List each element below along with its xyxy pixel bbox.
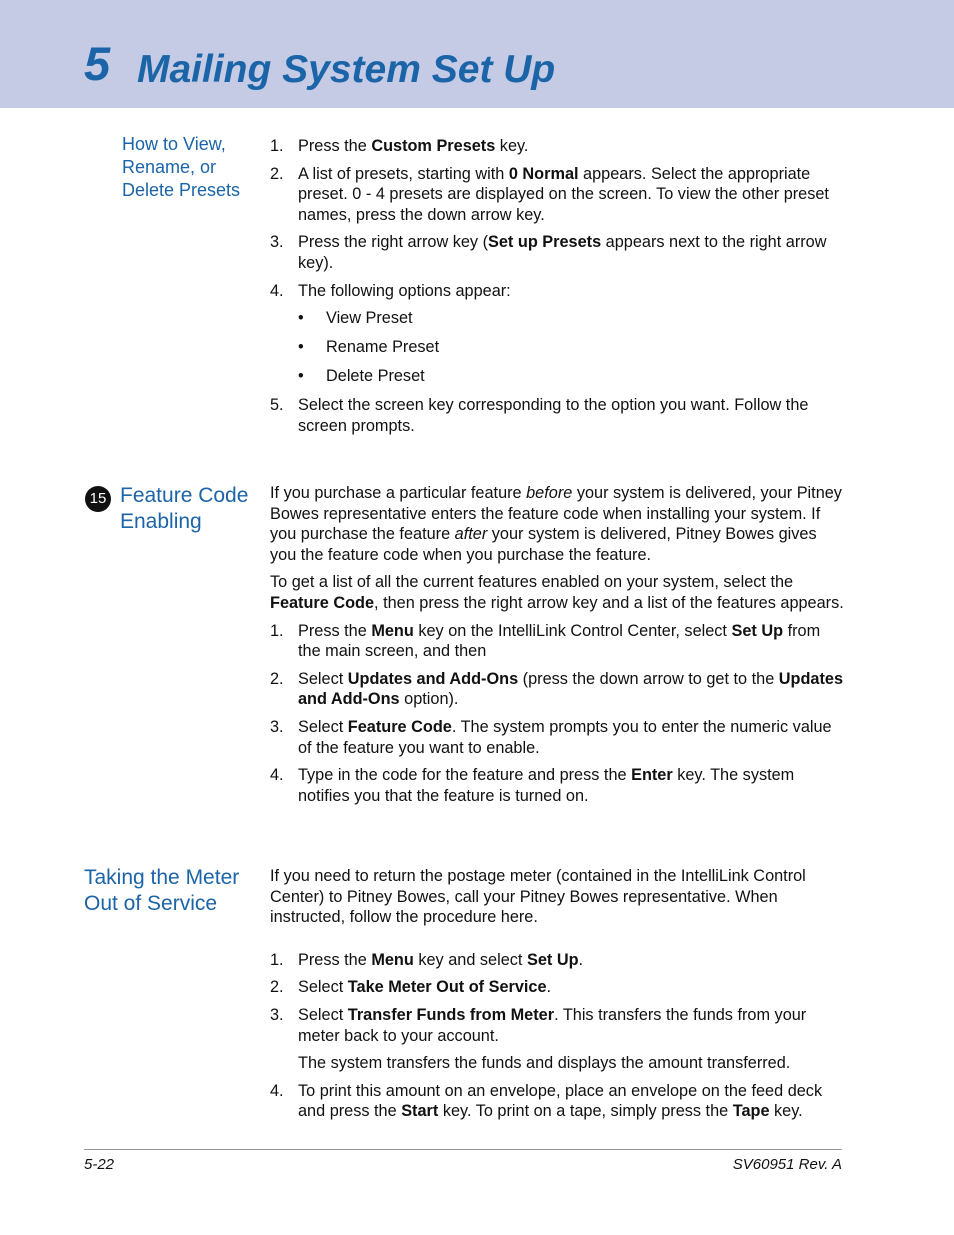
- list-item: 1. Press the Custom Presets key.: [270, 137, 529, 155]
- presets-section-body: [270, 136, 845, 443]
- list-item: 3. Select Feature Code. The system prompts you to enter the numeric value of the feature you want to enable.: [270, 717, 832, 757]
- step-note: The system transfers the funds and displays the amount transferred.: [298, 1054, 791, 1073]
- section-heading-feature-code: Feature Code Enabling: [120, 484, 249, 533]
- chapter-title: Mailing System Set Up: [137, 48, 556, 91]
- section-heading-meter: Taking the Meter Out of Service: [84, 866, 240, 915]
- chapter-number: 5: [84, 37, 111, 90]
- feature-section-body: [270, 483, 845, 813]
- list-item: 2. Select Updates and Add-Ons (press the down arrow to get to the Updates and Add-Ons option).: [270, 669, 844, 709]
- chapter-header: [0, 0, 954, 108]
- list-item: 2. A list of presets, starting with 0 Normal appears. Select the appropriate preset. 0 - 4 presets are displayed on the screen. To view the other preset names, press the down arrow key.: [270, 164, 829, 224]
- paragraph: To get a list of all the current features enabled on your system, select the Feature Code, then press the right arrow key and a list of the features appears.: [270, 573, 844, 612]
- footer-divider: [84, 1149, 842, 1150]
- meter-section-body: [270, 866, 845, 1129]
- feature-number-badge: 15: [85, 486, 111, 512]
- list-item: 4. Type in the code for the feature and press the Enter key. The system notifies you that the feature is turned on.: [270, 766, 795, 805]
- bullet-item: • Delete Preset: [298, 367, 425, 386]
- list-item: 4. The following options appear:: [270, 281, 511, 300]
- document-id: SV60951 Rev. A: [732, 1156, 842, 1173]
- list-item: 3. Press the right arrow key (Set up Presets appears next to the right arrow key).: [270, 233, 827, 272]
- section-heading-presets: How to View, Rename, or Delete Presets: [122, 134, 241, 200]
- list-item: 3. Select Transfer Funds from Meter. This transfers the funds from your meter back to your account.: [270, 1005, 807, 1045]
- list-item: 4. To print this amount on an envelope, place an envelope on the feed deck and press the Start key. To print on a tape, simply press the Tape key.: [270, 1081, 823, 1121]
- list-item: 1. Press the Menu key on the IntelliLink Control Center, select Set Up from the main screen, and then: [270, 621, 821, 661]
- list-item: 5. Select the screen key corresponding to the option you want. Follow the screen prompts.: [270, 396, 809, 435]
- paragraph: If you purchase a particular feature before your system is delivered, your Pitney Bowes representative enters the feature code when installing your system. If you purchase the feature after your system is delivered, Pitney Bowes gives you the feature code when you purchase the feature.: [270, 484, 842, 564]
- bullet-item: • Rename Preset: [298, 338, 440, 357]
- list-item: 1. Press the Menu key and select Set Up.: [270, 950, 584, 969]
- paragraph: If you need to return the postage meter (contained in the IntelliLink Control Center) to Pitney Bowes, call your Pitney Bowes representative. When instructed, follow the procedure here.: [270, 867, 806, 927]
- list-item: 2. Select Take Meter Out of Service.: [270, 978, 552, 997]
- page-number: 5-22: [84, 1156, 115, 1173]
- bullet-item: • View Preset: [298, 309, 413, 328]
